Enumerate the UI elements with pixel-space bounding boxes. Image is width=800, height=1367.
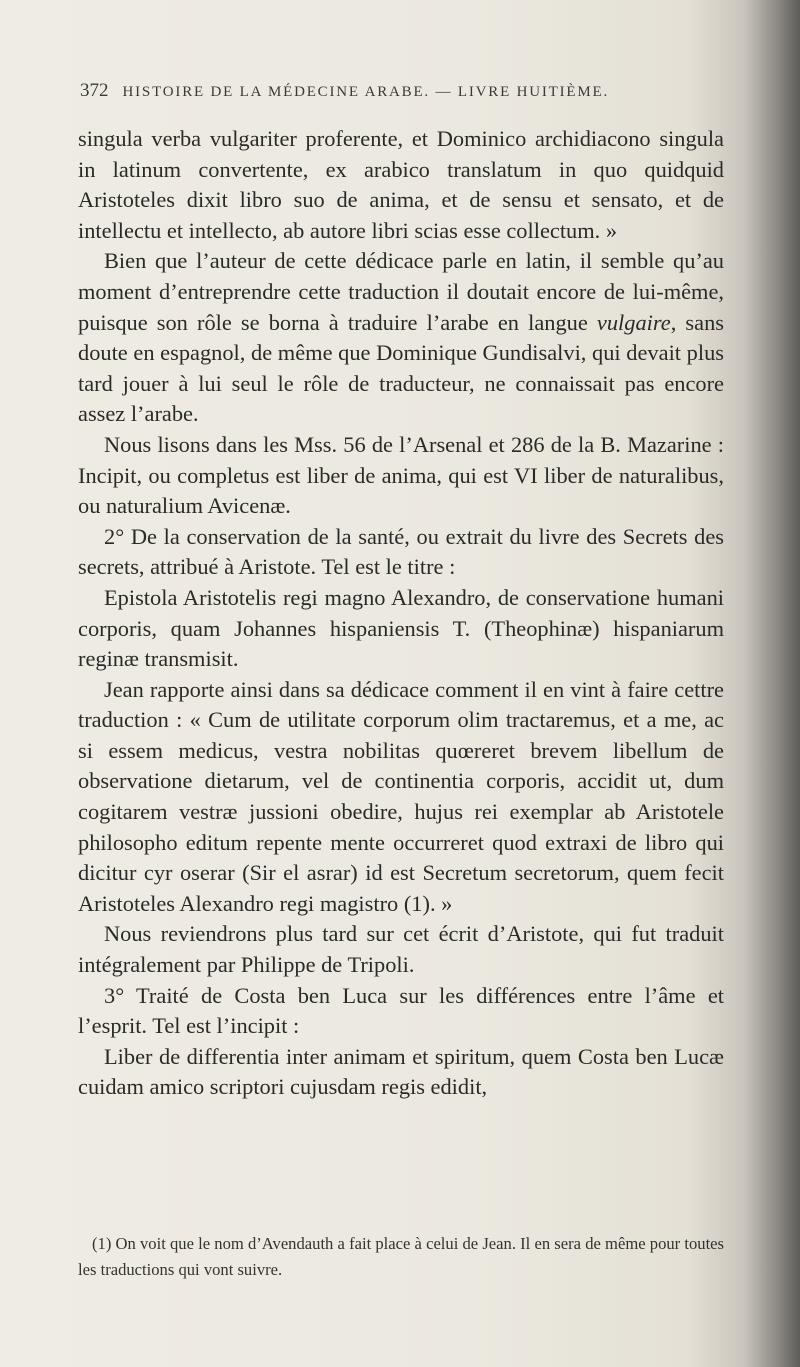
paragraph-latin-quote-end: singula verba vulgariter proferente, et Dominico archidiacono singula in latinum convertente, ex arabico translatum in quo quidquid Aristoteles dixit libro suo de anima, et de sensu et sensato, et de intellectu et intellecto, ab autore libri scias esse collectum. » xyxy=(78,126,724,243)
footnotes xyxy=(78,1231,724,1283)
paragraph-dedicace xyxy=(78,246,724,430)
footnote-1: (1) On voit que le nom d’Avendauth a fait place à celui de Jean. Il en sera de même pour toutes les traductions qui vont suivre. xyxy=(78,1234,724,1279)
paragraph-philippe-tripoli: Nous reviendrons plus tard sur cet écrit d’Aristote, qui fut traduit intégralement par Philippe de Tripoli. xyxy=(78,921,724,978)
paragraph-costa-ben-luca: 3° Traité de Costa ben Luca sur les différences entre l’âme et l’esprit. Tel est l’incipit : xyxy=(78,982,724,1039)
page-number: 372 xyxy=(80,80,109,101)
running-title: HISTOIRE DE LA MÉDECINE ARABE. — LIVRE HUITIÈME. xyxy=(122,84,610,100)
running-header xyxy=(80,80,720,102)
paragraph-conservation-sante: 2° De la conservation de la santé, ou extrait du livre des Secrets des secrets, attribué à Aristote. Tel est le titre : xyxy=(78,523,724,580)
paragraph-jean-dedicace: Jean rapporte ainsi dans sa dédicace comment il en vint à faire cettre traduction : « Cum de utilitate corporum olim tractaremus, et a me, ac si essem medicus, vestra nobilitas quœreret brevem libellum de observatione dietarum, vel de continentia corporis, accidit ut, dum cogitarem vestræ jussioni obedire, hujus rei exemplar ab Aristotele philosopho editum repente mente occurreret quod extraxi de libro qui dicitur cyr oserar (Sir el asrar) id est Secretum secretorum, quem fecit Aristoteles Alexandro regi magistro (1). » xyxy=(78,676,724,916)
paragraph-dedicace-text-a: Bien que l’auteur de cette dédicace parle en latin, il semble qu’au moment d’entreprendre cette traduction il doutait encore de lui-même, puisque son rôle se borna à traduire l’arabe en langue xyxy=(78,248,724,335)
body-text xyxy=(78,124,724,1103)
paragraph-dedicace-text-b: , sans doute en espagnol, de même que Dominique Gundisalvi, qui devait plus tard jouer à lui seul le rôle de traducteur, ne connaissait pas encore assez l’arabe. xyxy=(78,309,724,427)
paragraph-liber-de-differentia: Liber de differentia inter animam et spiritum, quem Costa ben Lucæ cuidam amico scriptori cujusdam regis edidit, xyxy=(78,1043,724,1100)
paragraph-manuscripts: Nous lisons dans les Mss. 56 de l’Arsenal et 286 de la B. Mazarine : Incipit, ou completus est liber de anima, qui est VI liber de naturalibus, ou naturalium Avicenæ. xyxy=(78,431,724,519)
italic-word-vulgaire: vulgaire xyxy=(596,309,671,335)
paragraph-epistola: Epistola Aristotelis regi magno Alexandro, de conservatione humani corporis, quam Johannes hispaniensis T. (Theophinæ) hispaniarum reginæ transmisit. xyxy=(78,584,724,672)
